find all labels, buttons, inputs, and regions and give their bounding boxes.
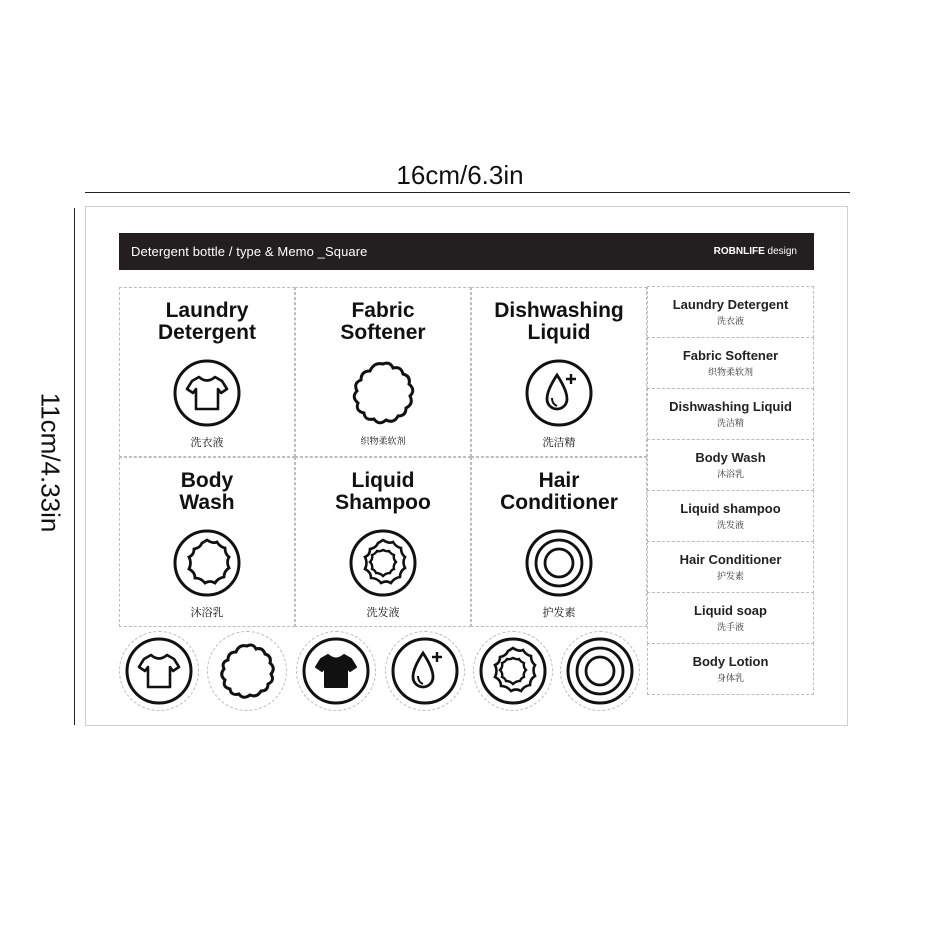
label-chinese: 沐浴乳 (190, 607, 224, 619)
label-title: Liquid Shampoo (335, 469, 431, 514)
round-sticker (385, 631, 465, 711)
label-liquid-shampoo (295, 457, 471, 627)
memo-label-chinese: 身体乳 (716, 673, 744, 683)
label-title: Fabric Softener (340, 299, 426, 344)
memo-label-english: Body Wash (695, 450, 766, 465)
round-sticker (119, 631, 199, 711)
round-sticker (560, 631, 640, 711)
rings-icon (565, 636, 635, 706)
memo-label (647, 643, 814, 695)
round-sticker (296, 631, 376, 711)
label-hair-conditioner (471, 457, 647, 627)
label-chinese: 洗洁精 (542, 437, 576, 449)
label-laundry-detergent (119, 287, 295, 457)
sheet-header (119, 233, 814, 270)
memo-label-english: Laundry Detergent (672, 297, 789, 312)
memo-label (647, 592, 814, 644)
label-grid (119, 287, 624, 627)
label-chinese: 织物柔软剂 (360, 436, 406, 446)
memo-label-english: Liquid soap (694, 603, 767, 618)
label-body-wash (119, 457, 295, 627)
tshirt-filled-icon (301, 636, 371, 706)
brand-suffix: design (764, 246, 797, 257)
label-fabric-softener (295, 287, 471, 457)
memo-label (647, 541, 814, 593)
sheet-title: Detergent bottle / type & Memo _Square (131, 244, 368, 259)
label-title: Hair Conditioner (500, 469, 618, 514)
double-scallop-icon (478, 636, 548, 706)
label-title: Laundry Detergent (157, 299, 257, 344)
memo-label-chinese: 沐浴乳 (716, 469, 744, 479)
rings-icon (524, 528, 594, 598)
memo-label-english: Liquid shampoo (680, 501, 781, 516)
tshirt-icon (172, 358, 242, 428)
memo-label-chinese: 洗发液 (716, 520, 744, 530)
memo-label-chinese: 织物柔软剂 (707, 367, 753, 377)
memo-label-english: Body Lotion (692, 654, 769, 669)
label-chinese: 洗发液 (366, 607, 400, 619)
memo-label (647, 490, 814, 542)
round-sticker (207, 631, 287, 711)
memo-label-english: Hair Conditioner (679, 552, 782, 567)
memo-label-english: Fabric Softener (682, 348, 779, 363)
double-scallop-icon (348, 528, 418, 598)
cloud-icon (348, 358, 418, 428)
memo-label-chinese: 洗洁精 (716, 418, 744, 428)
label-chinese: 洗衣液 (190, 437, 224, 449)
memo-label (647, 439, 814, 491)
label-title: Dishwashing Liquid (494, 299, 624, 344)
drop-plus-icon (524, 358, 594, 428)
label-title: Body Wash (179, 469, 235, 514)
width-dimension-label: 16cm/6.3in (396, 160, 524, 190)
width-dimension-line (85, 192, 850, 193)
label-chinese: 护发素 (542, 607, 576, 619)
memo-label-english: Dishwashing Liquid (669, 399, 792, 414)
memo-label (647, 388, 814, 440)
height-dimension-line (74, 208, 75, 725)
scalloped-circle-icon (172, 528, 242, 598)
memo-label-chinese: 洗衣液 (716, 316, 744, 326)
height-dimension-label: 11cm/4.33in (35, 392, 66, 533)
cloud-icon (212, 636, 282, 706)
memo-label-chinese: 护发素 (716, 571, 744, 581)
memo-label (647, 337, 814, 389)
round-sticker-row (119, 631, 639, 713)
label-dishwashing-liquid (471, 287, 647, 457)
memo-label-chinese: 洗手液 (716, 622, 744, 632)
drop-plus-icon (390, 636, 460, 706)
memo-label-column (647, 287, 814, 695)
brand-label (714, 246, 797, 257)
round-sticker (473, 631, 553, 711)
memo-label (647, 286, 814, 338)
brand-name: ROBNLIFE (713, 246, 765, 257)
tshirt-outline-icon (124, 636, 194, 706)
